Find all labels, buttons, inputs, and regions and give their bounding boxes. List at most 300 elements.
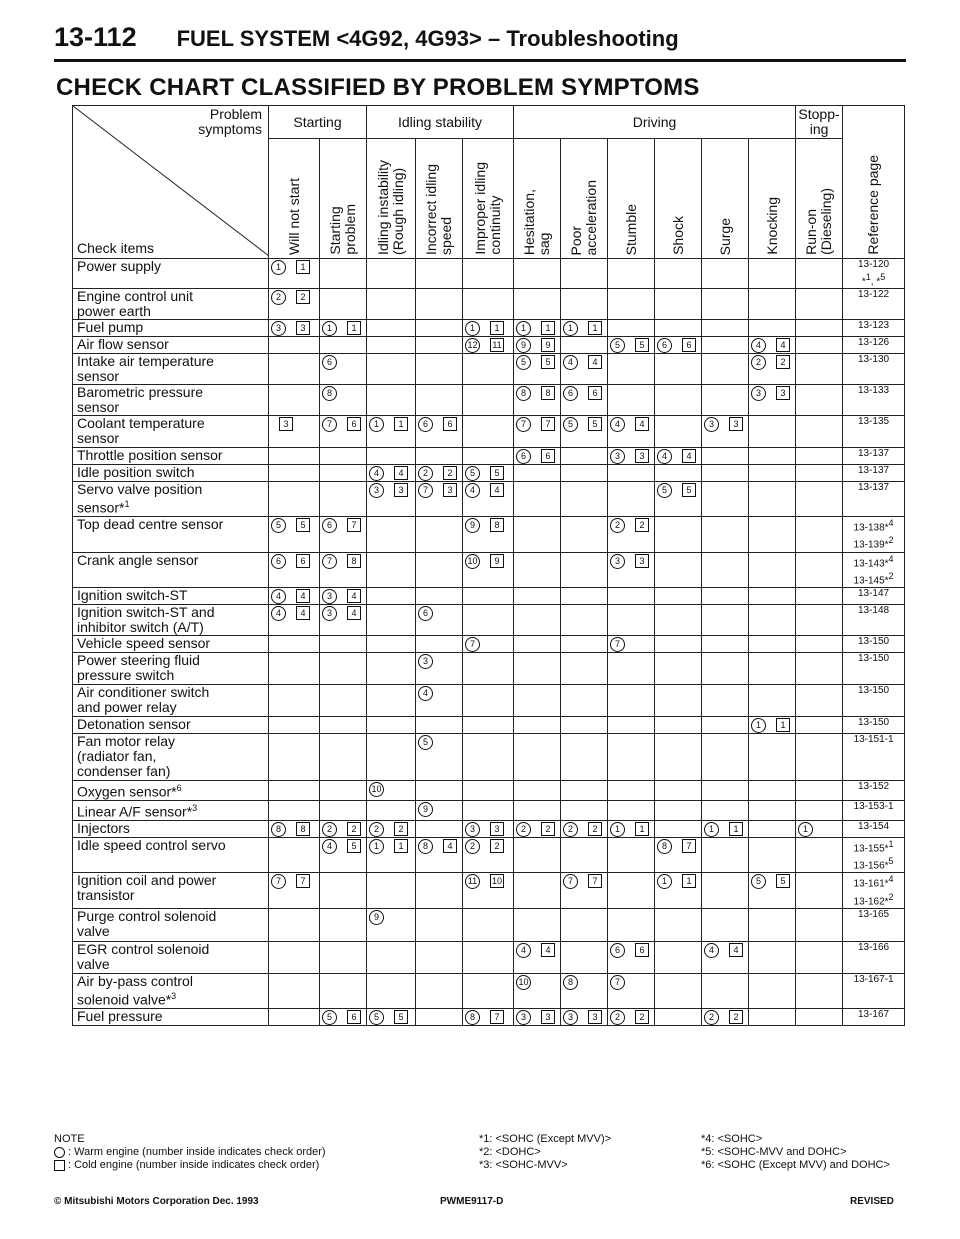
check-item: Coolant temperature sensor — [73, 416, 269, 448]
chart-title: CHECK CHART CLASSIFIED BY PROBLEM SYMPTOMS — [56, 74, 700, 101]
warm-order-mark: 11 — [465, 874, 480, 889]
warm-order-mark: 1 — [610, 822, 625, 837]
cold-order-mark: 11 — [490, 338, 504, 352]
reference-page: 13-126 — [843, 337, 905, 354]
check-items-label: Check items — [77, 240, 155, 256]
check-item: Linear A/F sensor*$^3$ — [73, 800, 269, 820]
check-item: Power steering fluid pressure switch — [73, 653, 269, 685]
check-cell — [514, 685, 561, 717]
symptom-header: Surge — [702, 139, 749, 259]
check-item: Fan motor relay (radiator fan, condenser fan) — [73, 734, 269, 781]
cold-order-mark: 6 — [682, 338, 696, 352]
cold-order-mark: 1 — [588, 321, 602, 335]
check-cell — [367, 653, 416, 685]
warm-order-mark: 8 — [465, 1010, 480, 1025]
cold-order-mark: 2 — [541, 822, 555, 836]
check-cell — [608, 320, 655, 337]
check-cell — [416, 416, 463, 448]
check-cell — [416, 837, 463, 873]
check-cell — [514, 734, 561, 781]
check-item: Air flow sensor — [73, 337, 269, 354]
check-cell — [796, 552, 843, 588]
check-cell — [796, 941, 843, 973]
check-cell — [320, 605, 367, 636]
table-row — [73, 717, 905, 734]
cold-order-mark: 1 — [682, 874, 696, 888]
warm-order-mark: 8 — [418, 839, 433, 854]
cold-order-mark: 8 — [296, 822, 310, 836]
cold-order-mark: 7 — [588, 874, 602, 888]
warm-order-mark: 4 — [751, 338, 766, 353]
warm-order-mark: 1 — [704, 822, 719, 837]
warm-order-mark: 3 — [369, 483, 384, 498]
check-item: Throttle position sensor — [73, 448, 269, 465]
warm-order-mark: 2 — [465, 839, 480, 854]
reference-page: 13-166 — [843, 941, 905, 973]
reference-page: 13-133 — [843, 385, 905, 416]
check-cell — [367, 416, 416, 448]
check-cell — [367, 588, 416, 605]
check-cell — [561, 941, 608, 973]
check-cell — [320, 552, 367, 588]
check-cell — [367, 1008, 416, 1025]
check-cell — [702, 717, 749, 734]
warm-order-mark: 6 — [516, 449, 531, 464]
check-cell — [749, 908, 796, 941]
check-cell — [796, 320, 843, 337]
check-cell — [463, 820, 514, 837]
warm-engine-icon — [54, 1147, 65, 1158]
check-cell — [269, 734, 320, 781]
check-cell — [749, 385, 796, 416]
check-cell — [796, 605, 843, 636]
cold-order-mark: 5 — [490, 466, 504, 480]
table-row — [73, 1008, 905, 1025]
check-cell — [702, 259, 749, 289]
check-cell — [367, 482, 416, 517]
check-cell — [749, 973, 796, 1008]
warm-order-mark: 3 — [322, 589, 337, 604]
table-row — [73, 941, 905, 973]
table-row — [73, 320, 905, 337]
check-cell — [702, 781, 749, 801]
check-cell — [320, 941, 367, 973]
cold-order-mark: 2 — [394, 822, 408, 836]
check-cell — [367, 734, 416, 781]
check-cell — [320, 516, 367, 552]
warm-order-mark: 8 — [271, 822, 286, 837]
note-star4: *4: <SOHC> — [701, 1133, 763, 1145]
reference-page-header: Reference page — [843, 106, 905, 259]
check-cell — [655, 337, 702, 354]
check-cell — [416, 516, 463, 552]
check-cell — [416, 448, 463, 465]
check-cell — [463, 605, 514, 636]
check-cell — [320, 416, 367, 448]
warm-order-mark: 8 — [322, 386, 337, 401]
check-cell — [608, 337, 655, 354]
check-cell — [514, 605, 561, 636]
table-row — [73, 653, 905, 685]
warm-order-mark: 3 — [610, 554, 625, 569]
check-cell — [749, 734, 796, 781]
check-cell — [320, 320, 367, 337]
check-cell — [269, 781, 320, 801]
check-cell — [702, 482, 749, 517]
cold-order-mark: 7 — [347, 518, 361, 532]
check-cell — [608, 820, 655, 837]
cold-order-mark: 5 — [347, 839, 361, 853]
group-idling-stability: Idling stability — [367, 106, 514, 139]
check-cell — [561, 800, 608, 820]
check-cell — [463, 1008, 514, 1025]
check-item: Purge control solenoid valve — [73, 908, 269, 941]
symptom-header: Hesitation, sag — [514, 139, 561, 259]
check-cell — [463, 908, 514, 941]
check-cell — [367, 289, 416, 320]
reference-page: 13-150 — [843, 653, 905, 685]
check-item: Air conditioner switch and power relay — [73, 685, 269, 717]
warm-order-mark: 7 — [465, 637, 480, 652]
reference-page: 13-122 — [843, 289, 905, 320]
cold-order-mark: 2 — [588, 822, 602, 836]
check-cell — [416, 653, 463, 685]
check-cell — [463, 482, 514, 517]
check-cell — [749, 800, 796, 820]
check-item: EGR control solenoid valve — [73, 941, 269, 973]
table-row — [73, 781, 905, 801]
cold-order-mark: 4 — [682, 449, 696, 463]
page-title: FUEL SYSTEM <4G92, 4G93> – Troubleshooting — [176, 26, 679, 51]
reference-page: 13-150 — [843, 685, 905, 717]
check-cell — [749, 552, 796, 588]
check-cell — [796, 259, 843, 289]
warm-order-mark: 4 — [563, 355, 578, 370]
check-cell — [561, 653, 608, 685]
check-cell — [367, 385, 416, 416]
note-title: NOTE — [54, 1133, 85, 1145]
check-cell — [561, 837, 608, 873]
check-cell — [608, 781, 655, 801]
check-cell — [702, 734, 749, 781]
check-cell — [320, 837, 367, 873]
check-cell — [796, 820, 843, 837]
table-row — [73, 734, 905, 781]
check-cell — [269, 685, 320, 717]
cold-order-mark: 6 — [443, 417, 457, 431]
check-cell — [514, 354, 561, 385]
check-cell — [608, 289, 655, 320]
cold-order-mark: 2 — [729, 1010, 743, 1024]
cold-order-mark: 1 — [296, 260, 310, 274]
table-row — [73, 337, 905, 354]
check-cell — [796, 337, 843, 354]
check-cell — [367, 552, 416, 588]
check-item: Fuel pressure — [73, 1008, 269, 1025]
check-cell — [367, 320, 416, 337]
reference-page: 13-130 — [843, 354, 905, 385]
warm-order-mark: 5 — [322, 1010, 337, 1025]
check-cell — [561, 416, 608, 448]
cold-order-mark: 8 — [541, 386, 555, 400]
check-cell — [608, 973, 655, 1008]
check-cell — [320, 385, 367, 416]
reference-page: 13-151-1 — [843, 734, 905, 781]
check-cell — [608, 873, 655, 909]
symptom-header: Improper idling continuity — [463, 139, 514, 259]
check-cell — [796, 837, 843, 873]
cold-order-mark: 8 — [490, 518, 504, 532]
check-cell — [320, 465, 367, 482]
check-cell — [463, 385, 514, 416]
check-cell — [702, 873, 749, 909]
check-cell — [655, 448, 702, 465]
check-cell — [608, 800, 655, 820]
check-item: Oxygen sensor*$^6$ — [73, 781, 269, 801]
check-item: Intake air temperature sensor — [73, 354, 269, 385]
check-cell — [367, 636, 416, 653]
warm-order-mark: 8 — [563, 975, 578, 990]
check-cell — [514, 259, 561, 289]
check-cell — [514, 820, 561, 837]
cold-order-mark: 7 — [541, 417, 555, 431]
check-cell — [655, 873, 702, 909]
check-cell — [320, 781, 367, 801]
check-cell — [463, 653, 514, 685]
check-item: Engine control unit power earth — [73, 289, 269, 320]
reference-page: 13-137 — [843, 482, 905, 517]
check-cell — [655, 820, 702, 837]
check-cell — [463, 416, 514, 448]
warm-order-mark: 6 — [322, 518, 337, 533]
warm-order-mark: 1 — [322, 321, 337, 336]
check-cell — [655, 908, 702, 941]
warm-order-mark: 6 — [563, 386, 578, 401]
warm-order-mark: 1 — [751, 718, 766, 733]
reference-page: 13-137 — [843, 448, 905, 465]
check-cell — [416, 781, 463, 801]
cold-order-mark: 6 — [588, 386, 602, 400]
check-cell — [416, 800, 463, 820]
warm-order-mark: 1 — [798, 822, 813, 837]
cold-order-mark: 6 — [347, 1010, 361, 1024]
check-cell — [655, 588, 702, 605]
check-cell — [702, 354, 749, 385]
check-cell — [416, 482, 463, 517]
cold-order-mark: 3 — [541, 1010, 555, 1024]
warm-order-mark: 9 — [465, 518, 480, 533]
warm-order-mark: 3 — [751, 386, 766, 401]
check-cell — [463, 800, 514, 820]
check-cell — [416, 820, 463, 837]
warm-order-mark: 1 — [369, 417, 384, 432]
check-cell — [514, 1008, 561, 1025]
check-cell — [463, 941, 514, 973]
check-cell — [514, 482, 561, 517]
cold-order-mark: 1 — [729, 822, 743, 836]
check-cell — [514, 941, 561, 973]
reference-page: 13-154 — [843, 820, 905, 837]
check-cell — [655, 289, 702, 320]
check-cell — [463, 717, 514, 734]
check-cell — [702, 636, 749, 653]
check-cell — [796, 516, 843, 552]
check-cell — [561, 636, 608, 653]
cold-order-mark: 3 — [776, 386, 790, 400]
check-cell — [269, 653, 320, 685]
symptom-header: Idling instability (Rough idling) — [367, 139, 416, 259]
check-cell — [269, 973, 320, 1008]
check-cell — [416, 588, 463, 605]
check-cell — [796, 1008, 843, 1025]
check-cell — [269, 800, 320, 820]
check-cell — [463, 289, 514, 320]
symptom-header: Poor acceleration — [561, 139, 608, 259]
check-cell — [463, 552, 514, 588]
check-cell — [796, 385, 843, 416]
check-item: Ignition switch-ST — [73, 588, 269, 605]
check-cell — [463, 636, 514, 653]
cold-order-mark: 2 — [776, 355, 790, 369]
warm-order-mark: 10 — [369, 782, 384, 797]
check-cell — [514, 636, 561, 653]
check-item: Crank angle sensor — [73, 552, 269, 588]
table-row — [73, 482, 905, 517]
check-cell — [561, 448, 608, 465]
check-cell — [320, 337, 367, 354]
check-cell — [655, 636, 702, 653]
table-row — [73, 605, 905, 636]
reference-page: 13-155*$^1$ 13-156*$^5$ — [843, 837, 905, 873]
check-cell — [416, 385, 463, 416]
symptom-header: Incorrect idling speed — [416, 139, 463, 259]
check-cell — [269, 516, 320, 552]
check-cell — [702, 941, 749, 973]
footer-copyright: © Mitsubishi Motors Corporation Dec. 1993 — [54, 1196, 259, 1207]
reference-page: 13-150 — [843, 636, 905, 653]
check-cell — [320, 734, 367, 781]
check-cell — [416, 973, 463, 1008]
check-cell — [608, 552, 655, 588]
warm-order-mark: 1 — [271, 260, 286, 275]
cold-order-mark: 1 — [490, 321, 504, 335]
check-cell — [463, 781, 514, 801]
cold-order-mark: 4 — [443, 839, 457, 853]
check-cell — [367, 941, 416, 973]
check-cell — [416, 259, 463, 289]
check-cell — [749, 259, 796, 289]
reference-page: 13-137 — [843, 465, 905, 482]
warm-order-mark: 2 — [610, 1010, 625, 1025]
warm-order-mark: 1 — [465, 321, 480, 336]
check-cell — [655, 653, 702, 685]
check-cell — [269, 636, 320, 653]
cold-order-mark: 1 — [635, 822, 649, 836]
warm-order-mark: 1 — [369, 839, 384, 854]
check-item: Fuel pump — [73, 320, 269, 337]
cold-order-mark: 5 — [682, 483, 696, 497]
cold-order-mark: 3 — [394, 483, 408, 497]
check-cell — [702, 385, 749, 416]
check-cell — [608, 837, 655, 873]
check-cell — [655, 605, 702, 636]
check-item: Ignition coil and power transistor — [73, 873, 269, 909]
check-cell — [416, 734, 463, 781]
check-cell — [655, 941, 702, 973]
reference-page: 13-123 — [843, 320, 905, 337]
check-cell — [367, 781, 416, 801]
check-item: Ignition switch-ST and inhibitor switch (A/T) — [73, 605, 269, 636]
check-cell — [561, 820, 608, 837]
check-cell — [561, 259, 608, 289]
reference-page: 13-147 — [843, 588, 905, 605]
check-cell — [749, 636, 796, 653]
check-cell — [514, 320, 561, 337]
check-cell — [749, 416, 796, 448]
check-cell — [514, 837, 561, 873]
cold-order-mark: 4 — [394, 466, 408, 480]
warm-order-mark: 4 — [271, 589, 286, 604]
symptom-header: Stumble — [608, 139, 655, 259]
check-cell — [655, 781, 702, 801]
check-cell — [514, 908, 561, 941]
warm-order-mark: 3 — [704, 417, 719, 432]
check-chart-table — [72, 105, 905, 1026]
cold-order-mark: 2 — [490, 839, 504, 853]
group-starting: Starting — [269, 106, 367, 139]
table-row — [73, 636, 905, 653]
cold-order-mark: 2 — [296, 290, 310, 304]
check-cell — [702, 416, 749, 448]
reference-page: 13-150 — [843, 717, 905, 734]
check-cell — [463, 320, 514, 337]
warm-order-mark: 7 — [610, 637, 625, 652]
warm-order-mark: 5 — [271, 518, 286, 533]
warm-order-mark: 1 — [657, 874, 672, 889]
reference-page: 13-135 — [843, 416, 905, 448]
check-item: Injectors — [73, 820, 269, 837]
cold-order-mark: 5 — [296, 518, 310, 532]
check-cell — [320, 653, 367, 685]
check-cell — [702, 605, 749, 636]
cold-order-mark: 3 — [729, 417, 743, 431]
check-cell — [561, 605, 608, 636]
check-cell — [655, 354, 702, 385]
cold-order-mark: 3 — [443, 483, 457, 497]
symptom-header: Knocking — [749, 139, 796, 259]
note-warm: : Warm engine (number inside indicates check order) — [68, 1146, 326, 1158]
cold-order-mark: 5 — [541, 355, 555, 369]
check-cell — [749, 320, 796, 337]
reference-page: 13-148 — [843, 605, 905, 636]
table-row — [73, 837, 905, 873]
check-cell — [561, 289, 608, 320]
check-cell — [796, 800, 843, 820]
check-cell — [514, 337, 561, 354]
check-cell — [463, 873, 514, 909]
check-cell — [269, 1008, 320, 1025]
warm-order-mark: 2 — [322, 822, 337, 837]
cold-order-mark: 6 — [635, 943, 649, 957]
warm-order-mark: 7 — [610, 975, 625, 990]
note-star6: *6: <SOHC (Except MVV) and DOHC> — [701, 1159, 890, 1171]
check-cell — [320, 908, 367, 941]
check-item: Vehicle speed sensor — [73, 636, 269, 653]
warm-order-mark: 4 — [418, 686, 433, 701]
check-cell — [367, 516, 416, 552]
check-cell — [655, 685, 702, 717]
warm-order-mark: 7 — [322, 417, 337, 432]
